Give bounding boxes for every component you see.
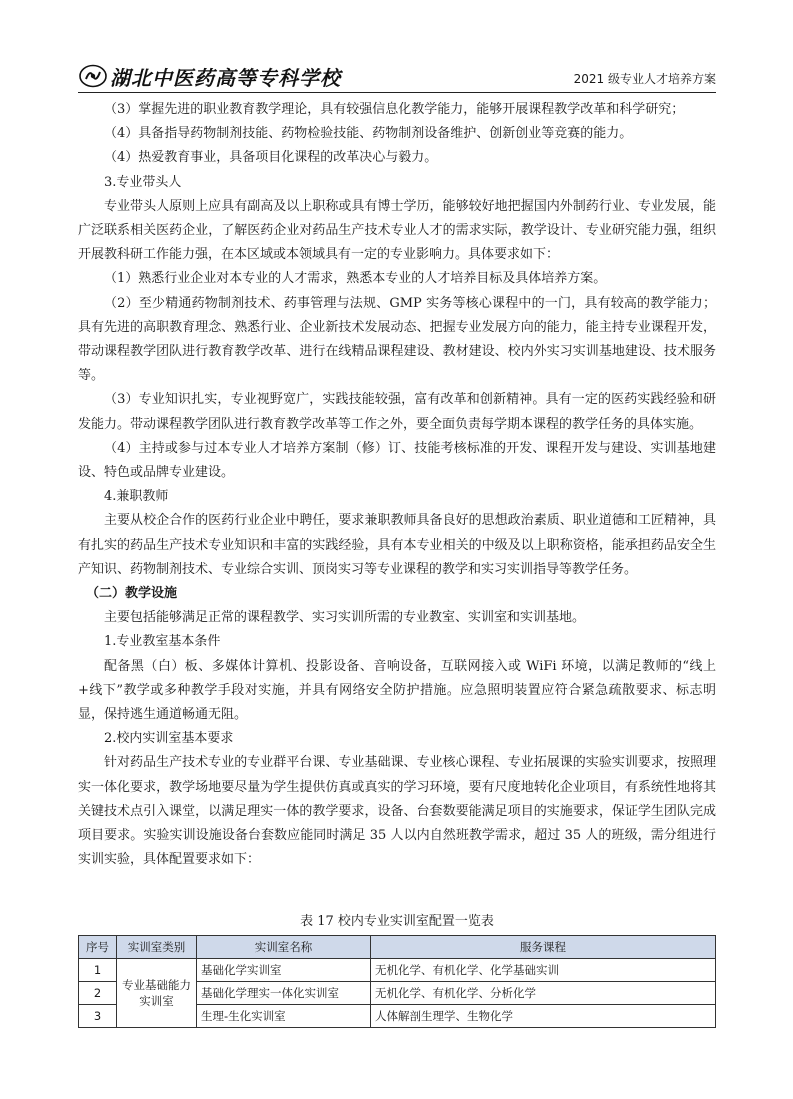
header-cell: 实训室名称 xyxy=(197,936,371,959)
page-header xyxy=(78,62,716,92)
header-cell: 序号 xyxy=(79,936,117,959)
row-number: 1 xyxy=(79,959,117,982)
paragraph: （4）具备指导药物制剂技能、药物检验技能、药物制剂设备维护、创新创业等竞赛的能力。 xyxy=(104,126,633,142)
lab-courses: 人体解剖生理学、生物化学 xyxy=(371,1005,716,1028)
paragraph: （3）专业知识扎实，专业视野宽广，实践技能较强，富有改革和创新精神。具有一定的医药实践经验和研发能力。带动课程教学团队进行教育教学改革等工作之外，要全面负责每学期本课程的教学任务的具体实施。 xyxy=(78,392,716,432)
paragraph: （4）热爱教育事业，具备项目化课程的改革决心与毅力。 xyxy=(104,150,438,166)
paragraph: （4）主持或参与过本专业人才培养方案制（修）订、技能考核标准的开发、课程开发与建设、实训基地建设、特色或品牌专业建设。 xyxy=(78,440,716,481)
lab-name: 基础化学实训室 xyxy=(197,959,371,982)
lab-category: 专业基础能力实训室 xyxy=(117,959,197,1028)
table-caption: 表 17 校内专业实训室配置一览表 xyxy=(300,914,494,929)
paragraph: 主要从校企合作的医药行业企业中聘任，要求兼职教师具备良好的思想政治素质、职业道德和工匠精神，具有扎实的药品生产技术专业知识和丰富的实践经验，具有本专业相关的中级及以上职称资格，能承担药品安全生产知识、药物制剂技术、专业综合实训、顶岗实习等专业课程的教学和实习实训指导等教学任务。 xyxy=(78,513,716,577)
header-cell: 服务课程 xyxy=(371,936,716,959)
row-number: 3 xyxy=(79,1005,117,1028)
paragraph: 针对药品生产技术专业的专业群平台课、专业基础课、专业核心课程、专业拓展课的实验实训要求，按照理实一体化要求，教学场地要尽量为学生提供仿真或真实的学习环境，要有尺度地转化企业项目，有系统性地将其关键技术点引入课堂，以满足理实一体的教学要求，设备、台套数要能满足项目的实施要求，保证学生团队完成项目要求。实验实训设施设备台套数应能同时满足 35 人以内自然班教学需求，超过 35 人的班级，需分组进行实训实验，具体配置要求如下： xyxy=(78,755,716,868)
paragraph: 2.校内实训室基本要求 xyxy=(104,731,234,747)
paragraph: 主要包括能够满足正常的课程教学、实习实训所需的专业教室、实训室和实训基地。 xyxy=(104,610,586,626)
header-divider xyxy=(78,92,716,93)
paragraph: 专业带头人原则上应具有副高及以上职称或具有博士学历，能够较好地把握国内外制药行业、专业发展，能广泛联系相关医药企业，了解医药企业对药品生产技术专业人才的需求实际，教学设计、专业研究能力强，组织开展教科研工作能力强，在本区域或本领域具有一定的专业影响力。具体要求如下： xyxy=(78,198,716,263)
paragraph: 1.专业教室基本条件 xyxy=(104,634,221,650)
paragraph: 4.兼职教师 xyxy=(104,489,169,505)
document-title: 2021 级专业人才培养方案 xyxy=(573,72,716,86)
paragraph: 3.专业带头人 xyxy=(104,174,182,190)
paragraph: （1）熟悉行业企业对本专业的人才需求，熟悉本专业的人才培养目标及具体培养方案。 xyxy=(104,271,607,287)
header-cell: 实训室类别 xyxy=(117,936,197,959)
lab-courses: 无机化学、有机化学、化学基础实训 xyxy=(371,959,716,982)
paragraph: （2）至少精通药物制剂技术、药事管理与法规、GMP 实务等核心课程中的一门，具有较高的教学能力；具有先进的高职教育理念、熟悉行业、企业新技术发展动态、把握专业发展方向的能力，能主持专业课程开发，带动课程教学团队进行教育教学改革、进行在线精品课程建设、教材建设、校内外实习实训基地建设、技术服务等。 xyxy=(78,295,716,384)
paragraph: 配备黑（白）板、多媒体计算机、投影设备、音响设备，互联网接入或 WiFi 环境，以满足教师的“线上+线下”教学或多种教学手段对实施，并具有网络安全防护措施。应急照明装置应符合紧急疏散要求、标志明显，保持逃生通道畅通无阻。 xyxy=(78,658,716,723)
table-header-row xyxy=(79,936,716,959)
body-content xyxy=(78,98,716,873)
section-heading: （二）教学设施 xyxy=(86,586,178,602)
table-row xyxy=(79,959,716,982)
lab-config-table xyxy=(78,935,716,1028)
lab-courses: 无机化学、有机化学、分析化学 xyxy=(371,982,716,1005)
school-name-logo: 湖北中医药高等专科学校 xyxy=(110,66,341,90)
paragraph: （3）掌握先进的职业教育教学理论，具有较强信息化教学能力，能够开展课程教学改革和科学研究； xyxy=(104,102,685,117)
lab-name: 基础化学理实一体化实训室 xyxy=(197,982,371,1005)
lab-name: 生理-生化实训室 xyxy=(197,1005,371,1028)
school-logo-icon xyxy=(78,64,108,88)
row-number: 2 xyxy=(79,982,117,1005)
